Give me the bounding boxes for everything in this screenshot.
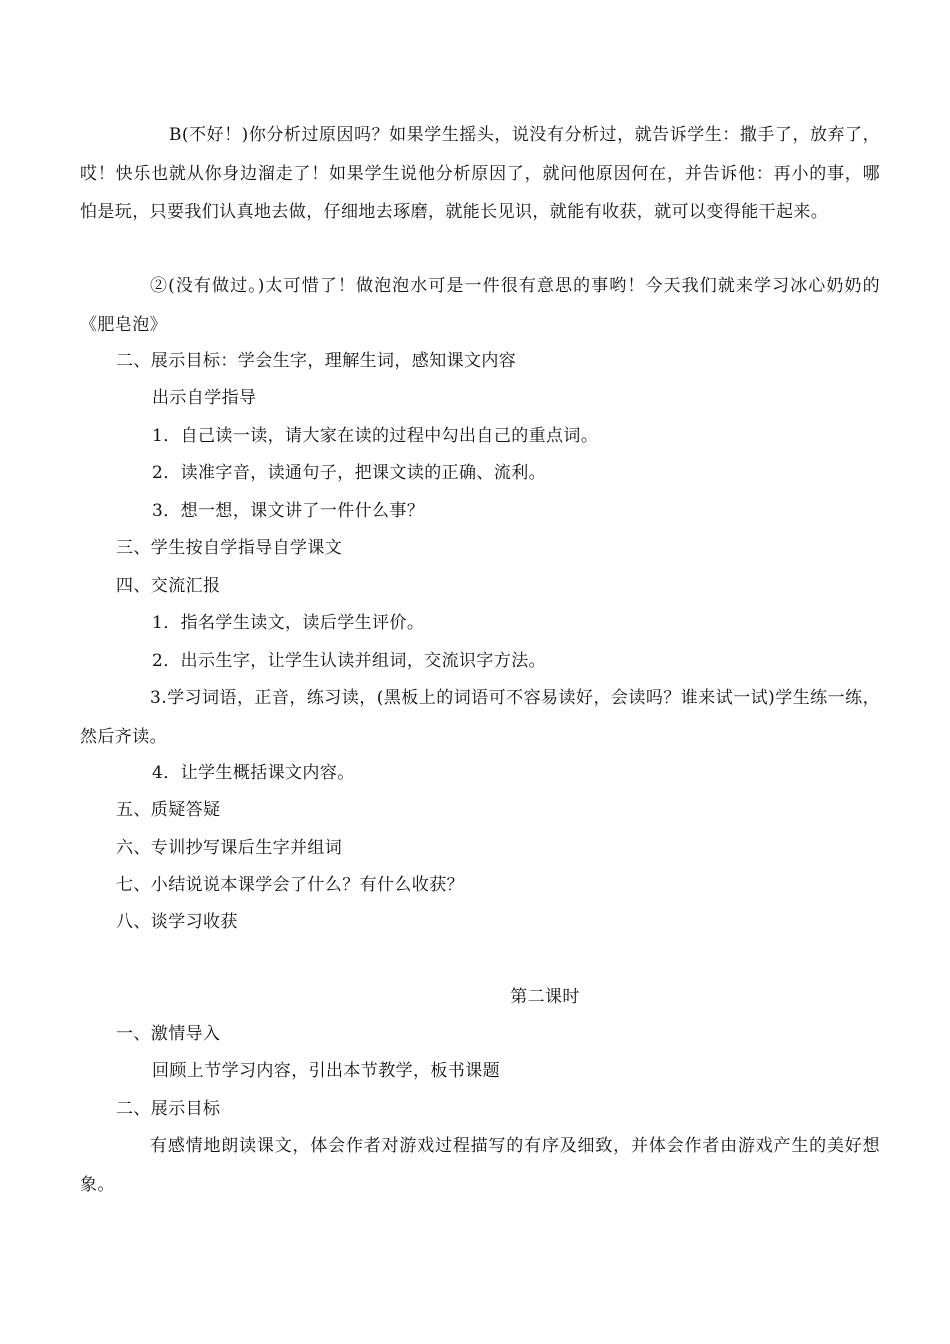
section-5-heading: 五、质疑答疑 [116,800,221,820]
section-2-subheading: 出示自学指导 [152,388,257,408]
section-2-item-2: 2．读准字音，读通句子，把课文读的正确、流利。 [152,463,547,483]
lesson-2-section-1-body: 回顾上节学习内容，引出本节教学，板书课题 [152,1061,500,1081]
section-3-heading: 三、学生按自学指导自学课文 [116,538,343,558]
lesson-2-section-2-heading: 二、展示目标 [116,1099,221,1119]
lesson-2-section-1-heading: 一、激情导入 [116,1024,221,1044]
lesson-2-section-2-body: 有感情地朗读课文，体会作者对游戏过程描写的有序及细致，并体会作者由游戏产生的美好想象。 [80,1136,880,1195]
section-6-heading: 六、专训抄写课后生字并组词 [116,838,343,858]
section-4-item-2: 2．出示生字，让学生认读并组词，交流识字方法。 [152,651,547,671]
paragraph-not-done: ②(没有做过。)太可惜了！做泡泡水可是一件很有意思的事哟！今天我们就来学习冰心奶奶的《肥皂泡》 [80,276,880,335]
section-7-heading: 七、小结说说本课学会了什么？有什么收获？ [116,875,464,895]
lesson-2-title: 第二课时 [510,987,580,1007]
section-8-heading: 八、谈学习收获 [116,912,238,932]
section-2-item-1: 1．自己读一读，请大家在读的过程中勾出自己的重点词。 [152,426,599,446]
section-2-item-3: 3．想一想，课文讲了一件什么事？ [152,501,425,521]
paragraph-b-answer: B(不好！)你分析过原因吗？如果学生摇头，说没有分析过，就告诉学生：撒手了，放弃了，哎！快乐也就从你身边溜走了！如果学生说他分析原因了，就问他原因何在，并告诉他：再小的事，哪怕是玩，只要我们认真地去做，仔细地去琢磨，就能长见识，就能有收获，就可以变得能干起来。 [80,125,880,222]
section-2-heading: 二、展示目标：学会生字，理解生词，感知课文内容 [116,351,517,371]
section-4-heading: 四、交流汇报 [116,576,221,596]
section-4-item-4: 4．让学生概括课文内容。 [152,763,355,783]
section-4-item-1: 1．指名学生读文，读后学生评价。 [152,613,425,633]
section-4-item-3: 3.学习词语，正音，练习读，(黑板上的词语可不容易读好，会读吗？谁来试一试)学生练一练，然后齐读。 [80,688,880,747]
